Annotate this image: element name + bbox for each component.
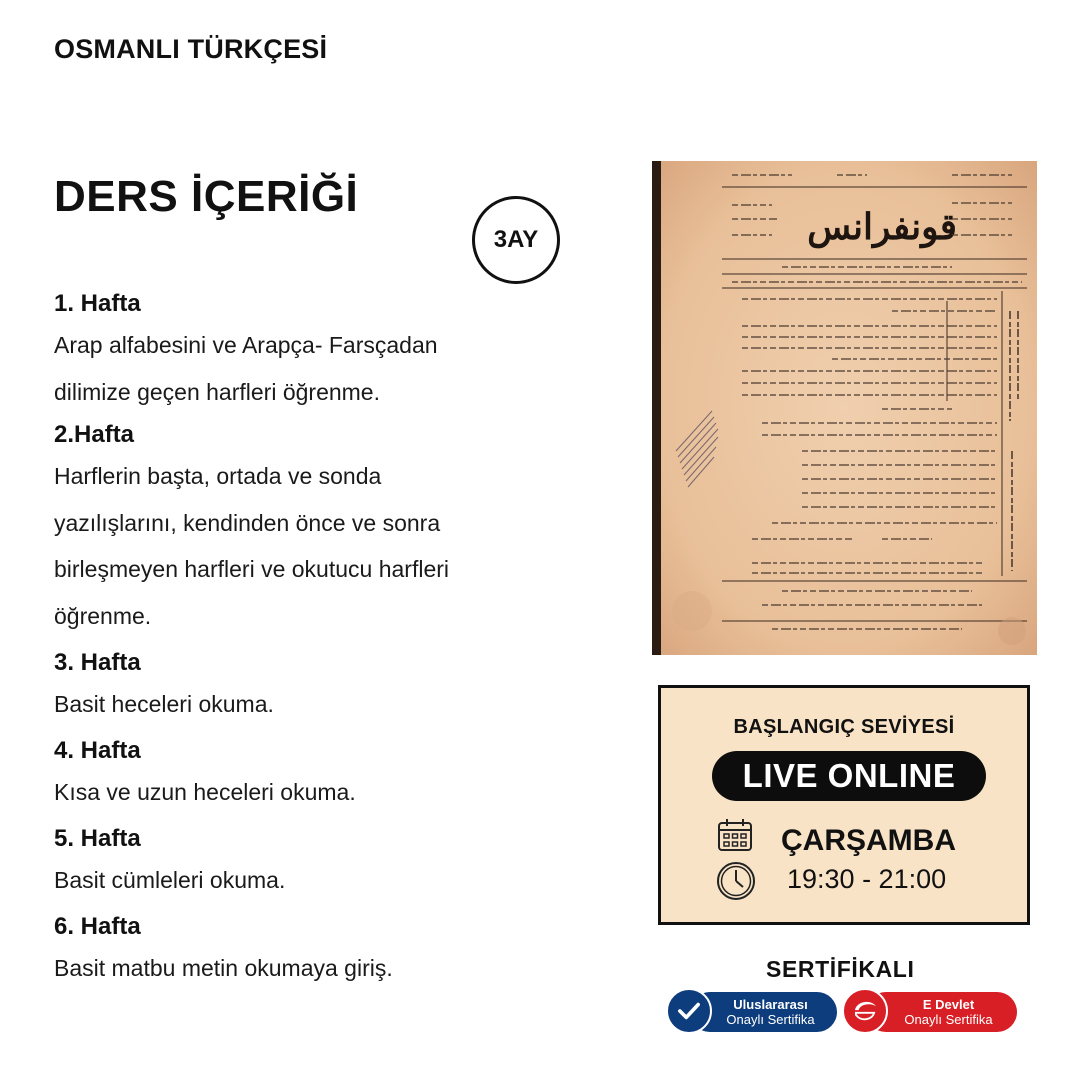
week-item — [54, 733, 614, 815]
certificate-title: SERTİFİKALI — [766, 956, 915, 982]
newspaper-page — [652, 161, 1037, 655]
week-title: 6. Hafta — [54, 913, 141, 940]
badge-line2: Onaylı Sertifika — [904, 1011, 993, 1027]
calendar-icon — [717, 818, 753, 852]
week-item — [54, 821, 614, 903]
badge-line1: E Devlet — [922, 996, 975, 1012]
weeks-list — [54, 286, 614, 991]
course-info-box — [658, 685, 1030, 925]
newspaper-masthead: قونفرانس — [807, 206, 957, 248]
week-title: 3. Hafta — [54, 649, 141, 676]
duration-badge: 3AY — [472, 196, 560, 284]
international-cert-badge — [690, 992, 837, 1032]
week-description-line: yazılışlarını, kendinden önce ve sonra — [54, 509, 441, 536]
brand-title: OSMANLI TÜRKÇESİ — [54, 34, 328, 64]
week-description-line: Kısa ve uzun heceleri okuma. — [54, 779, 356, 805]
week-description-line: Basit cümleleri okuma. — [54, 867, 286, 893]
week-item — [54, 417, 614, 639]
week-description-line: birleşmeyen harfleri ve okutucu harfleri — [54, 556, 450, 582]
edevlet-logo-icon — [842, 988, 888, 1034]
week-description-line: Arap alfabesini ve Arapça- Farsçadan — [54, 332, 438, 358]
week-item — [54, 645, 614, 727]
page-title: DERS İÇERİĞİ — [54, 172, 359, 221]
level-label: BAŞLANGIÇ SEVİYESİ — [733, 716, 955, 738]
week-description-line: Basit matbu metin okumaya giriş. — [54, 955, 393, 981]
week-description-line: dilimize geçen harfleri öğrenme. — [54, 378, 380, 405]
course-day: ÇARŞAMBA — [781, 824, 956, 857]
week-item — [54, 286, 614, 415]
week-description-line: Basit heceleri okuma. — [54, 691, 274, 717]
badge-line1: Uluslararası — [733, 996, 808, 1012]
week-title: 5. Hafta — [54, 825, 141, 852]
clock-icon — [716, 861, 756, 901]
week-description-line: öğrenme. — [54, 602, 152, 629]
live-online-badge: LIVE ONLINE — [712, 751, 986, 801]
ottoman-newspaper-image — [652, 161, 1037, 655]
week-item — [54, 909, 614, 991]
course-time: 19:30 - 21:00 — [787, 864, 947, 894]
week-title: 1. Hafta — [54, 290, 141, 317]
week-title: 4. Hafta — [54, 737, 141, 764]
edevlet-cert-badge — [866, 992, 1017, 1032]
week-description-line: Harflerin başta, ortada ve sonda — [54, 463, 382, 489]
week-title: 2.Hafta — [54, 421, 135, 448]
check-icon — [666, 988, 712, 1034]
badge-line2: Onaylı Sertifika — [726, 1011, 815, 1027]
